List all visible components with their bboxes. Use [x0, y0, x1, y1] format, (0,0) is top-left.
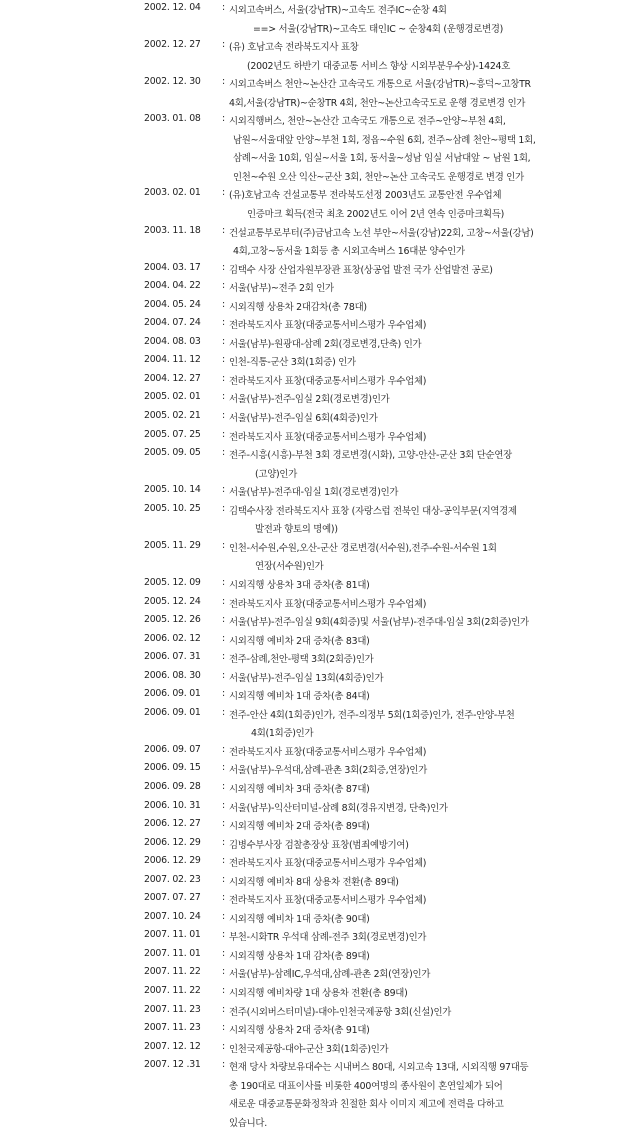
history-text-line: 4회,고창~동서울 1회등 총 시외고속버스 16대분 양수인가	[233, 246, 465, 258]
history-text-line: 연장(서수원)인가	[255, 561, 324, 573]
date-separator: :	[222, 484, 225, 496]
history-text-line: 서울(남부)-전주-임실 6회(4회증)인가	[229, 413, 378, 425]
history-description	[229, 1041, 626, 1060]
history-entry	[0, 354, 626, 373]
history-entry	[0, 429, 626, 448]
history-text-line: 서울(남부)-전주-임실 9회(4회증)및 서울(남부)-전주대-임실 3회(2회증)인가	[229, 617, 529, 629]
history-description	[229, 1059, 626, 1133]
history-date: 2006. 09. 15	[144, 762, 201, 774]
history-entry	[0, 874, 626, 893]
history-entry	[0, 187, 626, 224]
history-date-column	[0, 429, 229, 440]
history-text-line: 4회,서울(강남TR)~순창TR 4회, 천안~논산고속국도로 운행 경로변경 인가	[229, 97, 526, 109]
history-text-line: 시외직행 예비차 2대 증차(총 89대)	[229, 821, 370, 833]
history-entry	[0, 707, 626, 744]
date-separator: :	[222, 1003, 225, 1015]
history-text-line: 전라북도지사 표창(대중교통서비스평가 우수업체)	[229, 320, 427, 332]
history-text-line: 인천-서수원,수원,오산-군산 경로변경(서수원),전주-수원-서수원 1회	[229, 542, 497, 554]
history-entry	[0, 577, 626, 596]
history-description	[229, 651, 626, 670]
date-separator: :	[222, 410, 225, 422]
history-text-line: 총 190대로 대표이사를 비롯한 400여명의 종사원이 혼연일체가 되어	[229, 1080, 503, 1092]
history-date: 2004. 07. 24	[144, 317, 201, 329]
history-entry	[0, 336, 626, 355]
history-description	[229, 670, 626, 689]
history-description	[229, 929, 626, 948]
history-date: 2006. 12. 29	[144, 836, 201, 848]
history-text-line: 인천~수원 오산 익산~군산 3회, 천안~논산 고속국도 운행경로 변경 인가	[233, 171, 524, 183]
date-separator: :	[222, 39, 225, 51]
date-separator: :	[222, 447, 225, 459]
history-entry	[0, 837, 626, 856]
history-date: 2006. 09. 07	[144, 743, 201, 755]
date-separator: :	[222, 317, 225, 329]
history-date: 2005. 02. 01	[144, 391, 201, 403]
history-text-line: 전주-안산 4회(1회증)인가, 전주-의정부 5회(1회증)인가, 전주-안양-부천	[229, 709, 515, 721]
date-separator: :	[222, 892, 225, 904]
history-description	[229, 113, 626, 187]
history-date-column	[0, 2, 229, 13]
history-date: 2006. 08. 30	[144, 669, 201, 681]
history-date-column	[0, 354, 229, 365]
history-date: 2004. 12. 27	[144, 372, 201, 384]
history-entry	[0, 1059, 626, 1133]
history-entry	[0, 373, 626, 392]
history-text-line: 전라북도지사 표창(대중교통서비스평가 우수업체)	[229, 431, 427, 443]
history-description	[229, 707, 626, 744]
history-description	[229, 76, 626, 113]
history-entry	[0, 280, 626, 299]
history-text-line: (2002년도 하반기 대중교통 서비스 향상 시외부분우수상)-1424호	[247, 60, 511, 72]
history-text-line: 김택수 사장 산업자원부장관 표창(상공업 발전 국가 산업발전 공로)	[229, 264, 493, 276]
date-separator: :	[222, 1059, 225, 1071]
history-date: 2003. 11. 18	[144, 224, 201, 236]
history-description	[229, 1004, 626, 1023]
history-description	[229, 837, 626, 856]
date-separator: :	[222, 966, 225, 978]
history-description	[229, 911, 626, 930]
date-separator: :	[222, 780, 225, 792]
history-text-line: 인천-직통-군산 3회(1회증) 인가	[229, 357, 356, 369]
history-date-column	[0, 391, 229, 402]
history-description	[229, 299, 626, 318]
history-date: 2006. 12. 29	[144, 855, 201, 867]
date-separator: :	[222, 224, 225, 236]
history-text-line: 서울(남부)~전주 2회 인가	[229, 283, 334, 295]
history-description	[229, 892, 626, 911]
history-date: 2003. 01. 08	[144, 113, 201, 125]
history-text-line: 서울(남부)-전주대-임실 1회(경로변경)인가	[229, 487, 399, 499]
date-separator: :	[222, 929, 225, 941]
history-date: 2006. 07. 31	[144, 651, 201, 663]
history-date-column	[0, 76, 229, 87]
history-date-column	[0, 280, 229, 291]
history-entry	[0, 1004, 626, 1023]
history-entry	[0, 76, 626, 113]
history-text-line: 전주(시외버스터미널)-대야-인천국제공항 3회(신설)인가	[229, 1006, 452, 1018]
history-text-line: 전라북도지사 표창(대중교통서비스평가 우수업체)	[229, 598, 427, 610]
history-date: 2005. 09. 05	[144, 447, 201, 459]
history-date-column	[0, 670, 229, 681]
history-text-line: 서울(남부)-익산터미널-삼례 8회(경유지변경, 단축)인가	[229, 802, 448, 814]
history-text-line: 서울(남부)-우석대,삼례-관촌 3회(2회증,연장)인가	[229, 765, 428, 777]
date-separator: :	[222, 799, 225, 811]
date-separator: :	[222, 576, 225, 588]
history-text-line: 김병수부사장 검찰총장상 표창(범죄예방기여)	[229, 839, 409, 851]
history-date: 2006. 09. 01	[144, 688, 201, 700]
history-description	[229, 225, 626, 262]
history-date: 2004. 03. 17	[144, 261, 201, 273]
history-entry	[0, 540, 626, 577]
history-date: 2007. 02. 23	[144, 873, 201, 885]
history-date: 2005. 12. 26	[144, 614, 201, 626]
history-entry	[0, 299, 626, 318]
history-text-line: 부천-시화TR 우석대 삼례-전주 3회(경로변경)인가	[229, 932, 427, 944]
history-date: 2005. 11. 29	[144, 539, 201, 551]
history-date-column	[0, 503, 229, 514]
history-text-line: 삼례~서울 10회, 임실~서울 1회, 동서울~성남 임실 서남대앞 ~ 남원 1회,	[233, 153, 531, 165]
date-separator: :	[222, 539, 225, 551]
date-separator: :	[222, 947, 225, 959]
history-entry	[0, 633, 626, 652]
history-text-line: 시외직행 예비차 3대 증차(총 87대)	[229, 783, 370, 795]
date-separator: :	[222, 372, 225, 384]
history-text-line: 인증마크 획득(전국 최초 2002년도 이어 2년 연속 인증마크획득)	[247, 209, 505, 221]
date-separator: :	[222, 113, 225, 125]
date-separator: :	[222, 706, 225, 718]
history-entry	[0, 966, 626, 985]
history-entry	[0, 2, 626, 39]
history-text-line: 전라북도지사 표창(대중교통서비스평가 우수업체)	[229, 895, 427, 907]
history-date: 2007. 11. 01	[144, 947, 201, 959]
history-text-line: 발전과 향토의 명예))	[255, 524, 338, 536]
history-date: 2007. 11. 22	[144, 966, 201, 978]
history-date-column	[0, 855, 229, 866]
history-text-line: 시외직행 상용차 2대감차(총 78대)	[229, 301, 367, 313]
date-separator: :	[222, 818, 225, 830]
history-description	[229, 614, 626, 633]
history-description	[229, 818, 626, 837]
history-text-line: 전라북도지사 표창(대중교통서비스평가 우수업체)	[229, 375, 427, 387]
history-text-line: 전라북도지사 표창(대중교통서비스평가 우수업체)	[229, 858, 427, 870]
history-text-line: (유)호남고속 건설교통부 전라북도선정 2003년도 교통안전 우수업체	[229, 190, 502, 202]
history-entry	[0, 503, 626, 540]
history-date: 2006. 02. 12	[144, 632, 201, 644]
history-description	[229, 429, 626, 448]
date-separator: :	[222, 187, 225, 199]
history-text-line: 현재 당사 차량보유대수는 시내버스 80대, 시외고속 13대, 시외직행 97대등	[229, 1062, 529, 1074]
date-separator: :	[222, 354, 225, 366]
date-separator: :	[222, 614, 225, 626]
history-description	[229, 391, 626, 410]
history-date-column	[0, 614, 229, 625]
history-description	[229, 410, 626, 429]
history-description	[229, 985, 626, 1004]
history-entry	[0, 985, 626, 1004]
history-description	[229, 762, 626, 781]
history-date-column	[0, 1004, 229, 1015]
date-separator: :	[222, 280, 225, 292]
history-entry	[0, 892, 626, 911]
history-entry	[0, 447, 626, 484]
date-separator: :	[222, 836, 225, 848]
date-separator: :	[222, 335, 225, 347]
history-entry	[0, 688, 626, 707]
date-separator: :	[222, 651, 225, 663]
history-text-line: 전라북도지사 표창(대중교통서비스평가 우수업체)	[229, 746, 427, 758]
date-separator: :	[222, 743, 225, 755]
history-entry	[0, 670, 626, 689]
history-date-column	[0, 688, 229, 699]
history-entry	[0, 781, 626, 800]
history-text-line: 시외직행 예비차 8대 상용차 전환(총 89대)	[229, 876, 399, 888]
history-description	[229, 948, 626, 967]
history-entry	[0, 262, 626, 281]
history-text-line: 시외직행 예비차량 1대 상용차 전환(총 89대)	[229, 987, 408, 999]
history-entry	[0, 410, 626, 429]
history-text-line: 시외직행 상용차 1대 감차(총 89대)	[229, 950, 370, 962]
date-separator: :	[222, 873, 225, 885]
history-date: 2007. 07. 27	[144, 892, 201, 904]
date-separator: :	[222, 298, 225, 310]
history-date: 2007. 11. 22	[144, 984, 201, 996]
date-separator: :	[222, 261, 225, 273]
history-description	[229, 447, 626, 484]
history-date-column	[0, 577, 229, 588]
history-date: 2004. 11. 12	[144, 354, 201, 366]
history-date: 2004. 08. 03	[144, 335, 201, 347]
history-description	[229, 280, 626, 299]
history-text-line: 전주-시흥(시흥)-부천 3회 경로변경(시화), 고양-안산-군산 3회 단순연장	[229, 450, 512, 462]
history-date-column	[0, 484, 229, 495]
history-text-line: (유) 호남고속 전라북도지사 표창	[229, 42, 359, 54]
history-date-column	[0, 1022, 229, 1033]
history-date: 2005. 02. 21	[144, 410, 201, 422]
history-date: 2006. 09. 28	[144, 780, 201, 792]
date-separator: :	[222, 1022, 225, 1034]
history-date-column	[0, 373, 229, 384]
history-text-line: 4회(1회증)인가	[251, 728, 314, 740]
history-date-column	[0, 540, 229, 551]
history-text-line: 시외고속버스 천안~논산간 고속국도 개통으로 서울(강남TR)~흥덕~고창TR	[229, 79, 531, 91]
history-date: 2004. 05. 24	[144, 298, 201, 310]
history-text-line: (고양)인가	[255, 468, 298, 480]
history-description	[229, 354, 626, 373]
history-date: 2007. 11. 23	[144, 1003, 201, 1015]
history-entry	[0, 818, 626, 837]
date-separator: :	[222, 391, 225, 403]
history-description	[229, 503, 626, 540]
history-text-line: 시외직행 예비차 2대 증차(총 83대)	[229, 635, 370, 647]
history-date-column	[0, 39, 229, 50]
history-entry	[0, 762, 626, 781]
history-text-line: ==> 서울(강남TR)~고속도 태인IC ~ 순창4회 (운행경로변경)	[253, 23, 504, 35]
history-date: 2004. 04. 22	[144, 280, 201, 292]
history-entry	[0, 911, 626, 930]
history-entry	[0, 113, 626, 187]
history-description	[229, 373, 626, 392]
history-entry	[0, 929, 626, 948]
history-date: 2005. 12. 09	[144, 576, 201, 588]
history-date: 2003. 02. 01	[144, 187, 201, 199]
history-date-column	[0, 985, 229, 996]
history-description	[229, 262, 626, 281]
history-date-column	[0, 744, 229, 755]
history-text-line: 시외직행 예비차 1대 증차(총 90대)	[229, 913, 370, 925]
history-date-column	[0, 1059, 229, 1070]
history-description	[229, 781, 626, 800]
history-date-column	[0, 837, 229, 848]
history-description	[229, 855, 626, 874]
history-description	[229, 688, 626, 707]
history-description	[229, 874, 626, 893]
history-date-column	[0, 317, 229, 328]
history-date: 2006. 12. 27	[144, 818, 201, 830]
history-description	[229, 744, 626, 763]
history-description	[229, 633, 626, 652]
history-date: 2005. 07. 25	[144, 428, 201, 440]
history-description	[229, 187, 626, 224]
history-entry	[0, 800, 626, 819]
date-separator: :	[222, 2, 225, 13]
history-description	[229, 800, 626, 819]
history-date-column	[0, 113, 229, 124]
date-separator: :	[222, 632, 225, 644]
history-date-column	[0, 299, 229, 310]
history-date-column	[0, 818, 229, 829]
history-description	[229, 596, 626, 615]
history-date: 2007. 11. 23	[144, 1022, 201, 1034]
date-separator: :	[222, 762, 225, 774]
history-entry	[0, 1022, 626, 1041]
date-separator: :	[222, 910, 225, 922]
history-date: 2006. 10. 31	[144, 799, 201, 811]
history-text-line: 시외직행 예비차 1대 증차(총 84대)	[229, 691, 370, 703]
history-text-line: 시외고속버스, 서울(강남TR)~고속도 전주IC~순창 4회	[229, 5, 447, 16]
history-text-line: 시외직행 상용차 3대 증차(총 81대)	[229, 579, 370, 591]
history-date: 2002. 12. 04	[144, 2, 201, 13]
history-date: 2005. 10. 14	[144, 484, 201, 496]
history-date-column	[0, 929, 229, 940]
history-text-line: 시외직행버스, 천안~논산간 고속국도 개통으로 전주~안양~부천 4회,	[229, 116, 506, 128]
date-separator: :	[222, 76, 225, 88]
date-separator: :	[222, 1040, 225, 1052]
history-date-column	[0, 336, 229, 347]
history-date-column	[0, 1041, 229, 1052]
history-date-column	[0, 596, 229, 607]
history-text-line: 서울(남부)-원광대-삼례 2회(경로변경,단축) 인가	[229, 338, 422, 350]
date-separator: :	[222, 428, 225, 440]
history-date-column	[0, 651, 229, 662]
history-date-column	[0, 892, 229, 903]
company-history-list	[0, 2, 626, 1133]
history-entry	[0, 855, 626, 874]
history-date-column	[0, 966, 229, 977]
history-entry	[0, 596, 626, 615]
history-date: 2002. 12. 27	[144, 39, 201, 51]
history-text-line: 인천국제공항-대야-군산 3회(1회증)인가	[229, 1043, 389, 1055]
history-text-line: 서울(남부)-삼례IC,우석대,삼례-관촌 2회(연장)인가	[229, 969, 431, 981]
history-date-column	[0, 874, 229, 885]
history-date: 2007. 12 .31	[144, 1059, 201, 1071]
history-entry	[0, 484, 626, 503]
history-date: 2005. 10. 25	[144, 502, 201, 514]
date-separator: :	[222, 855, 225, 867]
history-date-column	[0, 410, 229, 421]
history-text-line: 남원~서울대앞 안양~부천 1회, 정읍~수원 6회, 전주~삼례 천안~평택 1회,	[233, 134, 536, 146]
history-date-column	[0, 707, 229, 718]
history-entry	[0, 391, 626, 410]
history-description	[229, 2, 626, 39]
history-date-column	[0, 225, 229, 236]
history-date-column	[0, 800, 229, 811]
date-separator: :	[222, 502, 225, 514]
history-date-column	[0, 447, 229, 458]
history-text-line: 건설교통부로부터(주)금남고속 노선 부안~서울(강남)22회, 고창~서울(강남)	[229, 227, 534, 239]
history-entry	[0, 225, 626, 262]
history-text-line: 전주-삼례,천안-평택 3회(2회증)인가	[229, 654, 374, 666]
history-text-line: 있습니다.	[229, 1117, 267, 1129]
history-date-column	[0, 187, 229, 198]
date-separator: :	[222, 595, 225, 607]
history-description	[229, 484, 626, 503]
history-description	[229, 39, 626, 76]
date-separator: :	[222, 688, 225, 700]
history-date: 2007. 10. 24	[144, 910, 201, 922]
date-separator: :	[222, 669, 225, 681]
history-description	[229, 317, 626, 336]
history-entry	[0, 1041, 626, 1060]
history-date: 2007. 12. 12	[144, 1040, 201, 1052]
history-entry	[0, 317, 626, 336]
history-date-column	[0, 911, 229, 922]
history-entry	[0, 651, 626, 670]
history-description	[229, 1022, 626, 1041]
history-text-line: 새로운 대중교통문화정착과 친절한 회사 이미지 제고에 전력을 다하고	[229, 1099, 504, 1111]
history-date-column	[0, 633, 229, 644]
history-text-line: 김택수사장 전라북도지사 표창 (자랑스럽 전북인 대상-공익부문(지역경제	[229, 505, 517, 517]
history-date: 2007. 11. 01	[144, 929, 201, 941]
history-entry	[0, 744, 626, 763]
history-date: 2002. 12. 30	[144, 76, 201, 88]
history-entry	[0, 614, 626, 633]
history-date-column	[0, 762, 229, 773]
history-description	[229, 966, 626, 985]
history-description	[229, 540, 626, 577]
history-entry	[0, 39, 626, 76]
date-separator: :	[222, 984, 225, 996]
history-description	[229, 577, 626, 596]
history-date-column	[0, 948, 229, 959]
history-text-line: 서울(남부)-전주-임실 13회(4회증)인가	[229, 672, 384, 684]
history-date-column	[0, 262, 229, 273]
history-entry	[0, 948, 626, 967]
history-date: 2006. 09. 01	[144, 706, 201, 718]
history-text-line: 시외직행 상용차 2대 증차(총 91대)	[229, 1025, 370, 1037]
history-text-line: 서울(남부)-전주-임실 2회(경로변경)인가	[229, 394, 390, 406]
history-description	[229, 336, 626, 355]
history-date-column	[0, 781, 229, 792]
history-date: 2005. 12. 24	[144, 595, 201, 607]
